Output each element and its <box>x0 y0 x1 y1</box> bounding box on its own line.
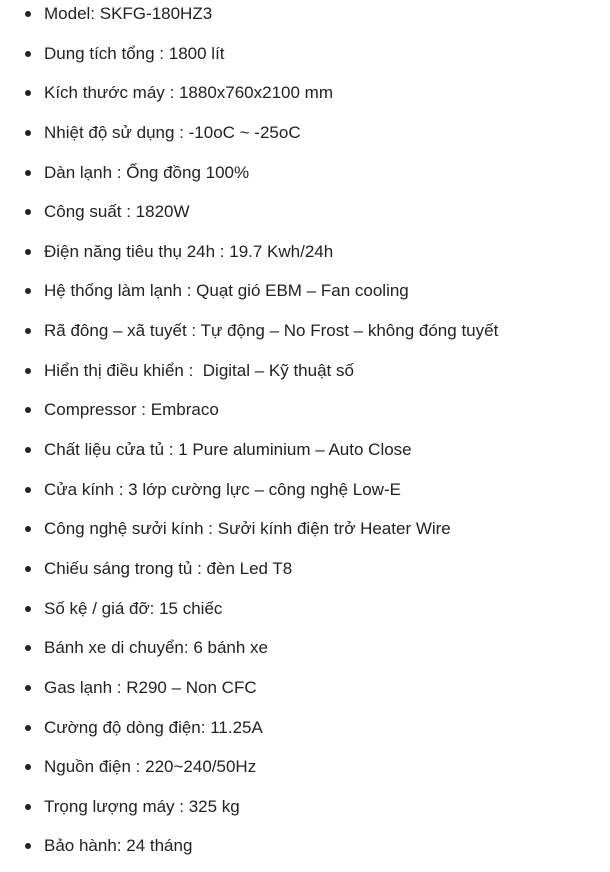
spec-item-wheels <box>0 634 610 674</box>
spec-text: Bánh xe di chuyển: 6 bánh xe <box>44 638 268 658</box>
spec-text: Công suất : 1820W <box>44 202 190 222</box>
bullet-icon <box>25 526 31 532</box>
bullet-icon <box>25 249 31 255</box>
spec-item-current <box>0 714 610 754</box>
spec-item-door-material <box>0 436 610 476</box>
spec-item-lighting <box>0 555 610 595</box>
bullet-icon <box>25 685 31 691</box>
spec-text: Rã đông – xã tuyết : Tự động – No Frost – không đóng tuyết <box>44 321 499 341</box>
spec-item-power <box>0 198 610 238</box>
bullet-icon <box>25 51 31 57</box>
spec-text: Dàn lạnh : Ống đồng 100% <box>44 162 250 182</box>
bullet-icon <box>25 566 31 572</box>
bullet-icon <box>25 606 31 612</box>
spec-item-capacity <box>0 40 610 80</box>
spec-text: Cường độ dòng điện: 11.25A <box>44 717 263 737</box>
spec-text: Chiếu sáng trong tủ : đèn Led T8 <box>44 558 293 578</box>
spec-text: Cửa kính : 3 lớp cường lực – công nghệ Low-E <box>44 479 401 499</box>
spec-text: Hiển thị điều khiển : Digital – Kỹ thuật số <box>44 360 354 380</box>
spec-text: Số kệ / giá đỡ: 15 chiếc <box>44 598 223 618</box>
spec-text: Model: SKFG-180HZ3 <box>44 4 213 23</box>
spec-item-weight <box>0 793 610 833</box>
bullet-icon <box>25 209 31 215</box>
spec-text: Kích thước máy : 1880x760x2100 mm <box>44 83 333 103</box>
bullet-icon <box>25 645 31 651</box>
bullet-icon <box>25 725 31 731</box>
spec-item-display <box>0 357 610 397</box>
spec-text: Nhiệt độ sử dụng : -10oC ~ -25oC <box>44 122 301 142</box>
spec-text: Nguồn điện : 220~240/50Hz <box>44 757 257 777</box>
spec-text: Bảo hành: 24 tháng <box>44 836 193 856</box>
spec-item-power-source <box>0 753 610 793</box>
bullet-icon <box>25 130 31 136</box>
spec-item-dimensions <box>0 79 610 119</box>
spec-item-compressor <box>0 396 610 436</box>
bullet-icon <box>25 328 31 334</box>
bullet-icon <box>25 804 31 810</box>
bullet-icon <box>25 11 31 17</box>
spec-text: Gas lạnh : R290 – Non CFC <box>44 677 257 697</box>
bullet-icon <box>25 288 31 294</box>
bullet-icon <box>25 447 31 453</box>
spec-item-evaporator <box>0 159 610 199</box>
bullet-icon <box>25 764 31 770</box>
spec-item-consumption <box>0 238 610 278</box>
spec-text: Compressor : Embraco <box>44 400 219 420</box>
spec-text: Trọng lượng máy : 325 kg <box>44 796 240 816</box>
spec-item-glass-door <box>0 476 610 516</box>
bullet-icon <box>25 487 31 493</box>
spec-item-glass-heating <box>0 515 610 555</box>
spec-text: Điện năng tiêu thụ 24h : 19.7 Kwh/24h <box>44 241 334 261</box>
spec-item-cooling-system <box>0 277 610 317</box>
bullet-icon <box>25 170 31 176</box>
spec-item-temperature <box>0 119 610 159</box>
bullet-icon <box>25 407 31 413</box>
spec-text: Dung tích tổng : 1800 lít <box>44 43 225 63</box>
bullet-icon <box>25 90 31 96</box>
spec-item-model <box>0 0 610 40</box>
spec-item-defrost <box>0 317 610 357</box>
bullet-icon <box>25 368 31 374</box>
spec-text: Hệ thống làm lạnh : Quạt gió EBM – Fan cooling <box>44 281 409 301</box>
spec-item-warranty <box>0 832 610 872</box>
spec-item-refrigerant <box>0 674 610 714</box>
spec-text: Chất liệu cửa tủ : 1 Pure aluminium – Auto Close <box>44 440 412 460</box>
spec-text: Công nghệ sưởi kính : Sưởi kính điện trở Heater Wire <box>44 519 451 539</box>
spec-item-shelves <box>0 595 610 635</box>
bullet-icon <box>25 843 31 849</box>
